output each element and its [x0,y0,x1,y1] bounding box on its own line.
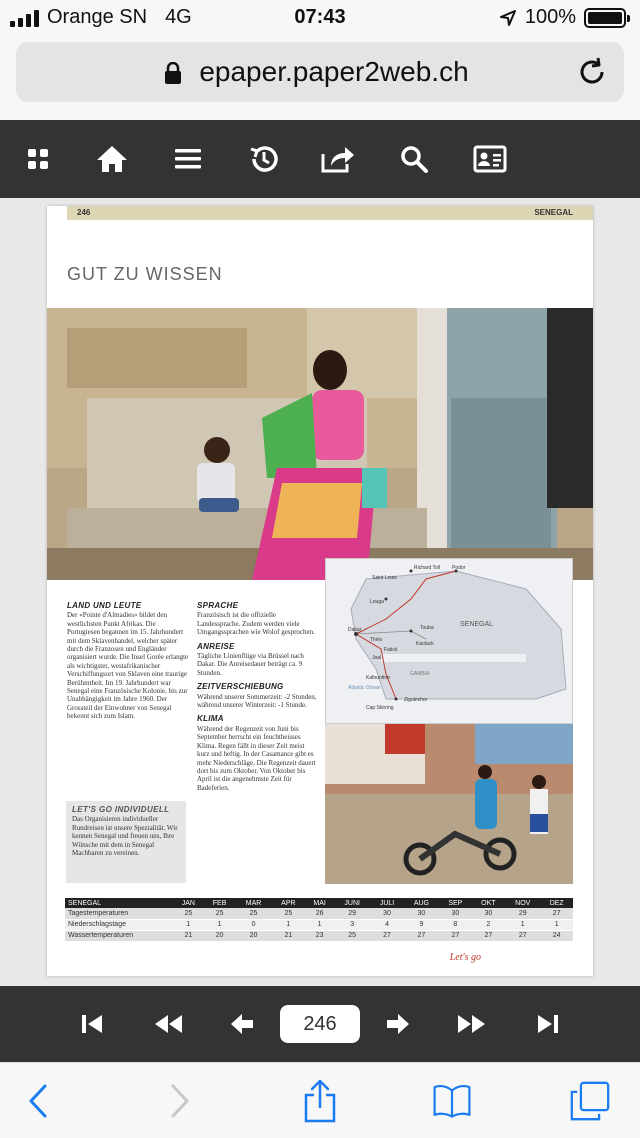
map-country-label: SENEGAL [460,621,494,628]
table-row [65,930,573,941]
map-city: Thiès [370,637,383,643]
table-cell: 24 [540,930,573,941]
lets-go-logo: Let's go [449,952,481,963]
page-number-input[interactable] [280,1005,360,1043]
climate-table [65,898,573,942]
text-sprache: Französisch ist die offizielle Landessprache. Zudem werden viele Umgangssprachen wie Wolof gesprochen. [197,611,315,637]
table-cell: 1 [173,919,204,930]
photo-motorbikes [325,724,573,884]
table-header: JUNI [334,898,370,908]
table-cell: 29 [505,908,540,919]
table-cell: 27 [404,930,439,941]
table-cell: 8 [439,919,472,930]
page-number: 246 [77,208,91,217]
table-cell: 27 [439,930,472,941]
share-icon[interactable] [320,141,356,177]
table-cell: 30 [439,908,472,919]
home-icon[interactable] [94,141,130,177]
next-page-button[interactable] [382,1008,414,1040]
table-cell: 27 [370,930,404,941]
tabs-icon [570,1079,610,1123]
table-header: APR [272,898,306,908]
table-header: MAI [305,898,334,908]
heading-sprache: SPRACHE [197,601,239,610]
arrow-right-icon [385,1012,411,1036]
fast-forward-icon [457,1013,487,1035]
heading-anreise: ANREISE [197,641,235,651]
table-header: FEB [204,898,236,908]
table-cell: 25 [173,908,204,919]
table-cell: 21 [272,930,306,941]
table-cell: 25 [272,908,306,919]
table-header: OKT [472,898,505,908]
bookmarks-button[interactable] [432,1079,472,1123]
table-cell: Wassertemperaturen [65,930,173,941]
carrier-label: Orange SN [47,6,148,28]
table-row [65,919,573,930]
map-city: Saint Louis [372,575,397,581]
browser-bottom-bar [0,1062,640,1138]
battery-icon [584,8,626,28]
map-ocean-label: Atlantic Ocean [348,685,381,691]
status-bar [0,0,640,36]
table-header: JAN [173,898,204,908]
table-cell: 1 [505,919,540,930]
table-cell: 1 [204,919,236,930]
search-icon[interactable] [396,141,432,177]
table-cell: Tagestemperaturen [65,908,173,919]
photo-woman-and-child [47,308,593,580]
tabs-button[interactable] [570,1079,610,1123]
map-city: Podor [452,565,466,571]
table-cell: 21 [173,930,204,941]
table-cell: 27 [540,908,573,919]
magazine-page [47,206,593,976]
map-city: Cap Skirring [366,705,394,711]
back-icon [28,1084,48,1118]
clock: 07:43 [294,6,346,28]
grid-icon[interactable] [20,141,56,177]
page-title: GUT ZU WISSEN [67,264,223,284]
first-page-button[interactable] [76,1008,108,1040]
text-column-2 [197,602,317,792]
table-cell: 23 [305,930,334,941]
heading-zeitverschiebung: ZEITVERSCHIEBUNG [197,682,284,692]
map-city: Touba [420,625,434,631]
heading-klima: KLIMA [197,714,224,724]
map-city: Fatick [384,647,398,653]
table-cell: 9 [404,919,439,930]
text-land-leute: Der «Pointe d'Almadies» bildet den westlichsten Punkt Afrikas. Die Portugiesen begannen im 15. Jahrhundert mit dem Sklavenhandel, welcher später durch die Franzosen und Engländer organisiert wurde. Die Insel Gorée erlangte als wichtigster, westafrikanischer Verschiffungsort von Sklaven eine traurige Berühmtheit. Im 19. Jahrhundert war Senegal eine Französische Kolonie, bis zur Unabhängigkeit im Jahre 1960. Der Grossteil der Einwohner von Senegal bekennt sich zum Islam. [67,611,189,721]
address-bar[interactable] [16,42,624,102]
text-individuell: Das Organisieren individueller Rundreisen ist unsere Spezialität. Wir kennen Senegal und freuen uns, Ihre Wünsche mit dem in Senegal Machbaren zu vereinen. [72,815,178,858]
forward-button[interactable] [160,1079,200,1123]
text-anreise: Tägliche Linienflüge via Brüssel nach Dakar. Die Anreisedauer beträgt ca. 9 Stunden. [197,652,304,677]
table-cell: Niederschlagstage [65,919,173,930]
info-box-individuell [65,800,187,884]
last-page-icon [536,1013,560,1035]
table-row [65,908,573,919]
table-cell: 20 [204,930,236,941]
table-header: DEZ [540,898,573,908]
text-zeitverschiebung: Während unserer Sommerzeit: -2 Stunden, während unserer Winterzeit: -1 Stunde. [197,692,317,710]
country-label: SENEGAL [534,208,573,217]
page-header [67,206,593,220]
table-header: JULI [370,898,404,908]
map-city: Louga [370,599,384,605]
share-button[interactable] [300,1079,340,1123]
map-city: Kafountine [366,675,390,681]
table-cell: 25 [204,908,236,919]
table-cell: 4 [370,919,404,930]
table-cell: 30 [404,908,439,919]
page-viewer[interactable] [0,198,640,986]
table-header: MAR [235,898,271,908]
rewind-icon [153,1013,183,1035]
table-cell: 26 [305,908,334,919]
table-header: NOV [505,898,540,908]
table-header: SEP [439,898,472,908]
table-cell: 27 [505,930,540,941]
first-page-icon [80,1013,104,1035]
table-cell: 2 [472,919,505,930]
table-cell: 30 [370,908,404,919]
previous-page-button[interactable] [226,1008,258,1040]
table-cell: 20 [235,930,271,941]
contact-card-icon[interactable] [472,141,508,177]
table-cell: 1 [305,919,334,930]
table-cell: 25 [235,908,271,919]
arrow-left-icon [229,1012,255,1036]
url-text[interactable]: epaper.paper2web.ch [199,56,469,87]
share-icon [302,1079,338,1123]
forward-icon [170,1084,190,1118]
table-cell: 1 [540,919,573,930]
table-header: SENEGAL [65,898,173,908]
network-label: 4G [165,6,192,28]
location-icon [499,9,517,27]
menu-icon[interactable] [170,141,206,177]
text-column-1 [67,602,189,721]
table-cell: 0 [235,919,271,930]
heading-land-leute: LAND UND LEUTE [67,601,142,610]
back-button[interactable] [18,1079,58,1123]
map-city: Joal [372,655,382,661]
map-city: Kaolack [416,641,434,647]
reload-icon[interactable] [576,56,608,88]
battery-percent: 100% [524,6,576,28]
last-page-button[interactable] [532,1008,564,1040]
table-cell: 25 [334,930,370,941]
map-city: Dakar [348,627,362,633]
map-city: Ziguinchor [404,697,428,703]
bookmarks-icon [432,1081,472,1121]
map-city: Richard Toll [414,565,441,571]
table-cell: 29 [334,908,370,919]
map-senegal [325,558,573,724]
table-cell: 1 [272,919,306,930]
table-header: AUG [404,898,439,908]
text-klima: Während der Regenzeit von Juni bis September herrscht ein feuchtheisses Klima. Regen fällt in dieser Zeit meist kurz und heftig. In der Casamance gibt es mehr Niederschläge. Die Regenzeit dauert dort bis zum Oktober. Von Oktober bis April ist die angenehmste Zeit für Badeferien. [197,724,316,792]
table-cell: 3 [334,919,370,930]
epaper-toolbar [0,120,640,198]
rewind-button[interactable] [152,1008,184,1040]
history-icon[interactable] [246,141,282,177]
fast-forward-button[interactable] [456,1008,488,1040]
map-gambia-label: GAMBIA [410,671,430,677]
table-cell: 30 [472,908,505,919]
heading-individuell: LET'S GO INDIVIDUELL [72,805,170,814]
table-cell: 27 [472,930,505,941]
status-right [499,6,626,29]
table-header-row [65,898,573,908]
page-navigation [0,986,640,1062]
